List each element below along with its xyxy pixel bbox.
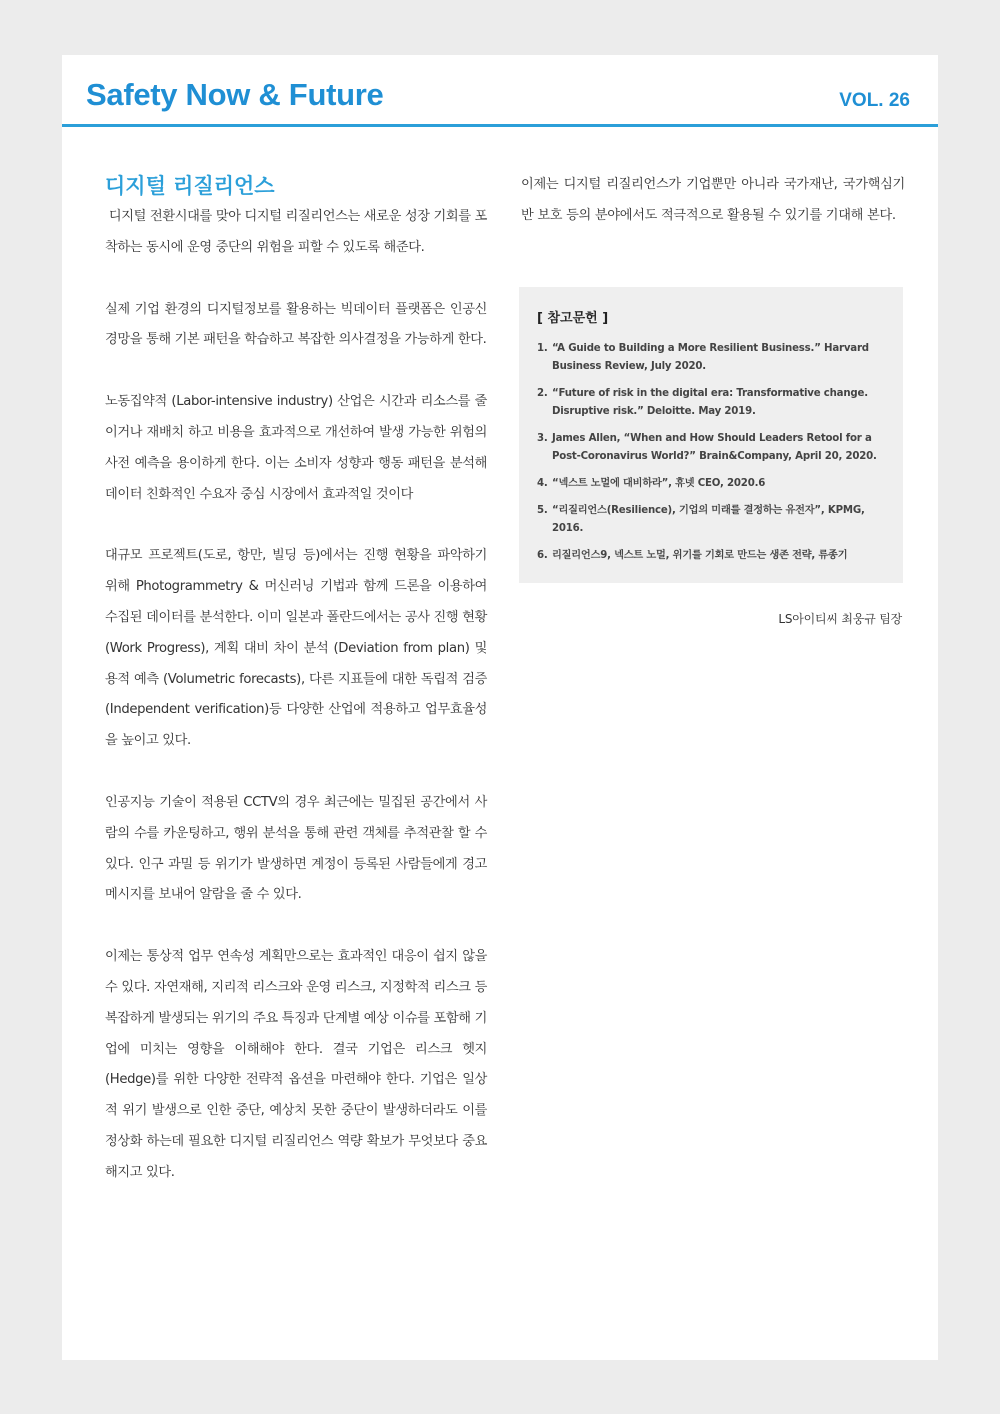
- article-left-column: [105, 171, 487, 1189]
- references-title: [ 참고문헌 ]: [537, 311, 609, 326]
- paragraph-gap: [105, 510, 487, 541]
- references-box: [519, 287, 903, 583]
- article-paragraph-3: 노동집약적 (Labor-intensive industry) 산업은 시간과 리소스를 줄이거나 재배치 하고 비용을 효과적으로 개선하여 발생 가능한 위험의 사전 예측을 용이하게 한다. 이는 소비자 성향과 행동 패턴을 분석해 데이터 친화적인 수요자 중심 시장에서 효과적일 것이다: [105, 394, 487, 502]
- reference-text: “넥스트 노멀에 대비하라”, 휴넷 CEO, 2020.6: [552, 478, 766, 489]
- reference-number: 5.: [537, 505, 548, 516]
- paragraph-gap: [105, 757, 487, 788]
- reference-number: 1.: [537, 343, 548, 354]
- paragraph-gap: [105, 264, 487, 295]
- reference-text: James Allen, “When and How Should Leaders Retool for a Post-Coronavirus World?” Brain&Company, April 20, 2020.: [552, 433, 877, 462]
- article-title: 디지털 리질리언스: [105, 174, 275, 198]
- author-credit: LS아이티씨 최웅규 팀장: [778, 612, 902, 626]
- article-paragraph-1: 디지털 전환시대를 맞아 디지털 리질리언스는 새로운 성장 기회를 포착하는 동시에 운영 중단의 위험을 피할 수 있도록 해준다.: [105, 209, 487, 255]
- article-paragraph-2: 실제 기업 환경의 디지털정보를 활용하는 빅데이터 플랫폼은 인공신경망을 통해 기본 패턴을 학습하고 복잡한 의사결정을 가능하게 한다.: [105, 301, 487, 348]
- reference-number: 4.: [537, 478, 548, 489]
- reference-number: 2.: [537, 388, 548, 399]
- article-closing-paragraph: 이제는 디지털 리질리언스가 기업뿐만 아니라 국가재난, 국가핵심기반 보호 등의 분야에서도 적극적으로 활용될 수 있기를 기대해 본다.: [521, 177, 905, 223]
- reference-item: [537, 340, 885, 376]
- magazine-title: Safety Now & Future: [86, 77, 384, 112]
- reference-text: “리질리언스(Resilience), 기업의 미래를 결정하는 유전자”, KPMG, 2016.: [552, 505, 865, 534]
- reference-item: [537, 502, 885, 538]
- paragraph-gap: [105, 356, 487, 387]
- article-paragraph-4: 대규모 프로젝트(도로, 항만, 빌딩 등)에서는 진행 현황을 파악하기 위해 Photogrammetry & 머신러닝 기법과 함께 드론을 이용하여 수집된 데이터를 분석한다. 이미 일본과 폴란드에서는 공사 진행 현황 (Work Progress), 계획 대비 차이 분석 (Deviation from plan) 및 용적 예측 (Volumetric forecasts), 다른 지표들에 대한 독립적 검증 (Independent verification)등 다양한 산업에 적용하고 업무효율성을 높이고 있다.: [105, 548, 487, 749]
- paragraph-gap: [105, 911, 487, 942]
- reference-text: 리질리언스9, 넥스트 노멀, 위기를 기회로 만드는 생존 전략, 류종기: [552, 550, 848, 561]
- page: [62, 55, 938, 1360]
- reference-item: [537, 547, 885, 565]
- volume-label: VOL. 26: [839, 90, 910, 111]
- article-paragraph-5: 인공지능 기술이 적용된 CCTV의 경우 최근에는 밀집된 공간에서 사람의 수를 카운팅하고, 행위 분석을 통해 관련 객체를 추적관찰 할 수 있다. 인구 과밀 등 위기가 발생하면 계정이 등록된 사람들에게 경고 메시지를 보내어 알람을 줄 수 있다.: [105, 794, 487, 903]
- page-header: [62, 55, 938, 127]
- reference-text: “A Guide to Building a More Resilient Business.” Harvard Business Review, July 2020.: [552, 343, 869, 372]
- reference-number: 6.: [537, 550, 548, 561]
- reference-item: [537, 430, 885, 466]
- reference-item: [537, 385, 885, 421]
- reference-number: 3.: [537, 433, 548, 444]
- reference-text: “Future of risk in the digital era: Transformative change. Disruptive risk.” Deloitte. May 2019.: [552, 388, 868, 417]
- reference-item: [537, 475, 885, 493]
- article-paragraph-6: 이제는 통상적 업무 연속성 계획만으로는 효과적인 대응이 쉽지 않을 수 있다. 자연재해, 지리적 리스크와 운영 리스크, 지정학적 리스크 등 복잡하게 발생되는 위기의 주요 특징과 단계별 예상 이슈를 포함해 기업에 미치는 영향을 이해해야 한다. 결국 기업은 리스크 헷지(Hedge)를 위한 다양한 전략적 옵션을 마련해야 한다. 기업은 일상적 위기 발생으로 인한 중단, 예상치 못한 중단이 발생하더라도 이를 정상화 하는데 필요한 디지털 리질리언스 역량 확보가 무엇보다 중요해지고 있다.: [105, 949, 487, 1180]
- article-right-column: [521, 170, 905, 232]
- references-list: [537, 340, 885, 565]
